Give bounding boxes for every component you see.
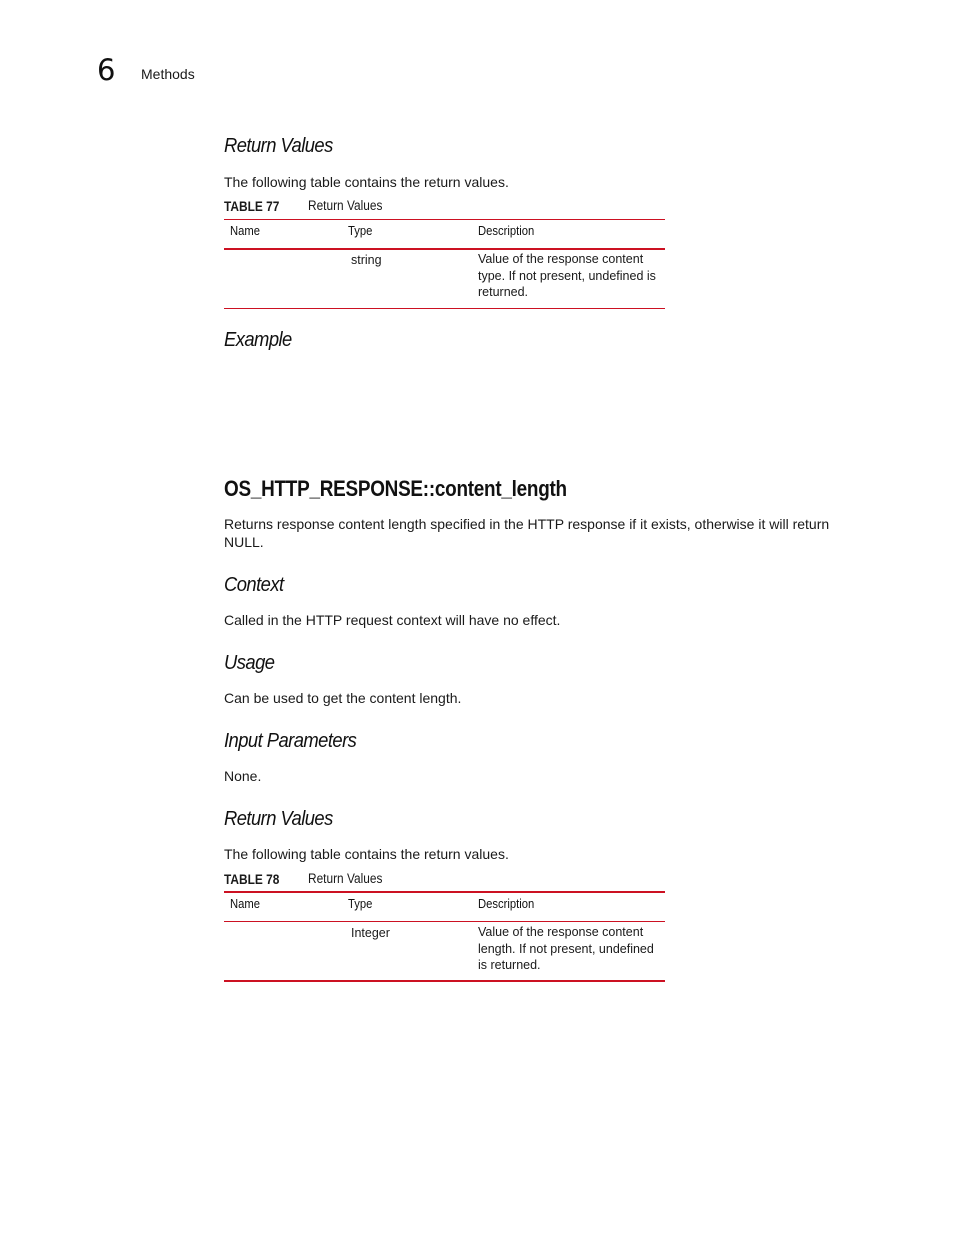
table-title: Return Values <box>308 871 383 886</box>
description-line: Value of the response content <box>478 252 644 266</box>
context-text: Called in the HTTP request context will have no effect. <box>224 612 561 628</box>
table-label: TABLE 77 <box>224 198 280 214</box>
column-header-name: Name <box>230 897 261 911</box>
column-header-type: Type <box>348 897 373 911</box>
table-78-caption <box>224 870 665 888</box>
description-line: length. If not present, undefined <box>478 941 654 956</box>
cell-type: Integer <box>351 926 390 940</box>
table-header-rule <box>224 248 665 250</box>
table-title: Return Values <box>308 198 383 213</box>
column-header-description: Description <box>478 224 535 238</box>
example-heading: Example <box>224 329 292 351</box>
input-parameters-text: None. <box>224 768 262 784</box>
column-header-description: Description <box>478 897 535 911</box>
chapter-title: Methods <box>141 66 195 82</box>
cell-description <box>478 924 654 974</box>
description-line: returned. <box>478 285 529 299</box>
table-77 <box>224 219 665 311</box>
table-bottom-rule <box>224 980 665 982</box>
description-line: NULL. <box>224 534 264 550</box>
cell-type: string <box>351 253 382 267</box>
return-values-heading-2: Return Values <box>224 808 333 830</box>
input-parameters-heading: Input Parameters <box>224 730 357 752</box>
table-header-rule <box>224 921 665 922</box>
table-77-caption <box>224 197 665 215</box>
return-values-intro: The following table contains the return values. <box>224 174 509 190</box>
description-line: Returns response content length specified in the HTTP response if it exists, otherwise it will return <box>224 516 830 532</box>
method-description <box>224 515 884 551</box>
column-header-name: Name <box>230 224 261 238</box>
return-values-intro-2: The following table contains the return values. <box>224 846 509 862</box>
table-top-rule <box>224 219 665 220</box>
usage-text: Can be used to get the content length. <box>224 690 462 706</box>
table-top-rule <box>224 891 665 893</box>
cell-description <box>478 251 656 301</box>
column-header-type: Type <box>348 224 373 238</box>
description-line: Value of the response content <box>478 925 644 939</box>
table-label: TABLE 78 <box>224 871 280 887</box>
method-title: OS_HTTP_RESPONSE::content_length <box>224 476 567 501</box>
usage-heading: Usage <box>224 652 275 674</box>
chapter-number: 6 <box>97 53 116 87</box>
description-line: type. If not present, undefined is <box>478 268 656 283</box>
table-bottom-rule <box>224 308 665 309</box>
return-values-heading: Return Values <box>224 135 333 157</box>
context-heading: Context <box>224 574 284 596</box>
table-78 <box>224 891 665 983</box>
description-line: is returned. <box>478 958 541 972</box>
